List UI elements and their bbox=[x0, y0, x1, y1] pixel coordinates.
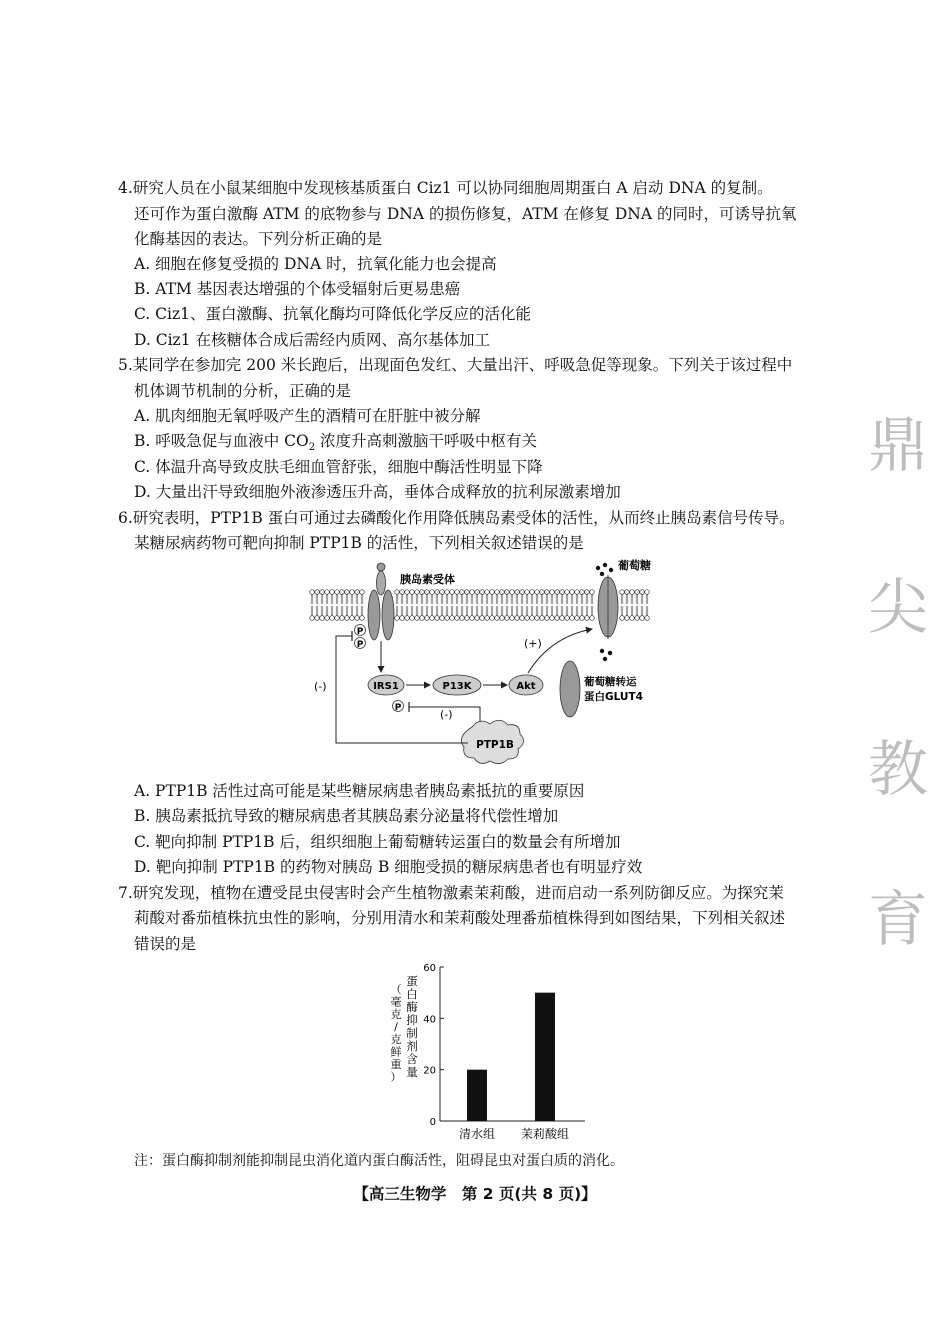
y-unit-char-1: 毫 bbox=[390, 995, 402, 1009]
chart-bars bbox=[467, 993, 555, 1121]
q7-note: 注：蛋白酶抑制剂能抑制昆虫消化道内蛋白酶活性，阻碍昆虫对蛋白质的消化。 bbox=[134, 1153, 624, 1169]
bar-1 bbox=[535, 993, 555, 1121]
glucose-molecules-outside bbox=[596, 563, 613, 576]
y-title-char-0: 蛋 bbox=[406, 974, 418, 988]
q5-stem-line1: 5.某同学在参加完 200 米长跑后，出现面色发红、大量出汗、呼吸急促等现象。下列关于该过程中 bbox=[118, 356, 793, 374]
q5-option-b: B. 呼吸急促与血液中 $CO_2$ 浓度升高刺激脑干呼吸中枢有关 bbox=[134, 432, 538, 454]
q4-stem-line1: 4.研究人员在小鼠某细胞中发现核基质蛋白 Ciz1 可以协同细胞周期蛋白 A 启动 DNA 的复制。 bbox=[118, 179, 773, 197]
y-unit-char-5: 鲜 bbox=[390, 1045, 402, 1059]
q6-option-c: C. 靶向抑制 PTP1B 后，组织细胞上葡萄糖转运蛋白的数量会有所增加 bbox=[134, 833, 621, 851]
q6-option-a: A. PTP1B 活性过高可能是某些糖尿病患者胰岛素抵抗的重要原因 bbox=[134, 782, 585, 800]
y-title-char-4: 制 bbox=[406, 1026, 418, 1040]
q7-stem-line3: 错误的是 bbox=[134, 935, 197, 953]
svg-text:Akt: Akt bbox=[516, 681, 536, 692]
activation-label: (+) bbox=[524, 637, 542, 650]
glucose-label: 葡萄糖 bbox=[618, 559, 651, 572]
svg-text:P: P bbox=[356, 627, 364, 637]
svg-text:P: P bbox=[356, 640, 364, 650]
phospho-p-lower bbox=[355, 638, 366, 651]
y-title-char-1: 白 bbox=[406, 987, 418, 1001]
category-label-1: 茉莉酸组 bbox=[520, 1127, 570, 1141]
q4-stem-line2: 还可作为蛋白激酶 ATM 的底物参与 DNA 的损伤修复，ATM 在修复 DNA 的同时，可诱导抗氧 bbox=[134, 205, 797, 223]
y-unit-char-7: ） bbox=[390, 1070, 402, 1084]
glut4-label-1: 葡萄糖转运 bbox=[584, 676, 637, 688]
glut4-vesicle bbox=[560, 661, 580, 717]
irs1-node bbox=[368, 675, 404, 695]
watermark-char-1: 鼎 bbox=[868, 411, 928, 481]
insulin-receptor bbox=[368, 563, 394, 640]
p13k-node bbox=[433, 675, 481, 695]
q7-stem-line2: 莉酸对番茄植株抗虫性的影响，分别用清水和茉莉酸处理番茄植株得到如图结果，下列相关叙述 bbox=[134, 909, 786, 927]
chart-y-ticks bbox=[423, 963, 444, 1128]
inhibition-label-lower: (-) bbox=[440, 708, 453, 721]
glut4-label-2: 蛋白GLUT4 bbox=[584, 691, 643, 703]
insulin-signaling-diagram bbox=[300, 555, 660, 770]
glut4-membrane bbox=[598, 575, 618, 639]
phospho-p-irs1 bbox=[393, 701, 404, 714]
q4-option-a: A. 细胞在修复受损的 DNA 时，抗氧化能力也会提高 bbox=[134, 255, 497, 273]
y-title-char-3: 抑 bbox=[406, 1013, 418, 1027]
q4-stem-line3: 化酶基因的表达。下列分析正确的是 bbox=[134, 230, 383, 248]
y-tick-label-2: 40 bbox=[423, 1014, 436, 1026]
q6-stem-line1: 6.研究表明，PTP1B 蛋白可通过去磷酸化作用降低胰岛素受体的活性，从而终止胰岛素信号传导。 bbox=[118, 509, 795, 527]
y-unit-char-6: 重 bbox=[390, 1058, 402, 1071]
y-title-char-5: 剂 bbox=[406, 1039, 418, 1053]
y-tick-label-1: 20 bbox=[423, 1065, 436, 1077]
q4-option-d: D. Ciz1 在核糖体合成后需经内质网、高尔基体加工 bbox=[134, 331, 491, 349]
y-unit-char-4: 克 bbox=[390, 1033, 402, 1046]
q6-option-b: B. 胰岛素抵抗导致的糖尿病患者其胰岛素分泌量将代偿性增加 bbox=[134, 807, 559, 825]
y-title-char-2: 酶 bbox=[406, 1000, 418, 1014]
q5-option-c: C. 体温升高导致皮肤毛细血管舒张，细胞中酶活性明显下降 bbox=[134, 458, 543, 476]
chart-y-axis-unit bbox=[391, 983, 402, 1084]
protease-inhibitor-bar-chart bbox=[370, 955, 600, 1145]
svg-text:P: P bbox=[394, 703, 402, 713]
y-tick-label-3: 60 bbox=[423, 963, 436, 974]
q4-option-c: C. Ciz1、蛋白激酶、抗氧化酶均可降低化学反应的活化能 bbox=[134, 305, 532, 323]
receptor-label: 胰岛素受体 bbox=[400, 573, 455, 586]
y-title-char-6: 含 bbox=[406, 1052, 418, 1066]
q7-stem-line1: 7.研究发现，植物在遭受昆虫侵害时会产生植物激素茉莉酸，进而启动一系列防御反应。为探究茉 bbox=[118, 884, 784, 902]
q4-option-b: B. ATM 基因表达增强的个体受辐射后更易患癌 bbox=[134, 280, 461, 298]
y-title-char-7: 量 bbox=[406, 1065, 418, 1079]
chart-category-labels bbox=[459, 1126, 569, 1141]
y-unit-char-3: / bbox=[394, 1020, 398, 1034]
svg-text:P13K: P13K bbox=[442, 681, 472, 692]
phospho-p-upper bbox=[355, 625, 366, 638]
inhibition-label-upper: (-) bbox=[314, 680, 327, 693]
watermark-char-2: 尖 bbox=[868, 573, 928, 643]
q6-stem-line2: 某糖尿病药物可靶向抑制 PTP1B 的活性，下列相关叙述错误的是 bbox=[134, 534, 584, 552]
page-footer: 【高三生物学 第 2 页(共 8 页)】 bbox=[353, 1185, 597, 1203]
ptp1b-node bbox=[461, 720, 523, 763]
svg-text:PTP1B: PTP1B bbox=[476, 739, 514, 751]
glucose-molecules-inside bbox=[600, 649, 612, 661]
q5-stem-line2: 机体调节机制的分析，正确的是 bbox=[134, 382, 352, 400]
bar-0 bbox=[467, 1070, 487, 1121]
q6-option-d: D. 靶向抑制 PTP1B 的药物对胰岛 B 细胞受损的糖尿病患者也有明显疗效 bbox=[134, 858, 643, 876]
category-label-0: 清水组 bbox=[458, 1127, 496, 1141]
svg-text:IRS1: IRS1 bbox=[373, 681, 399, 692]
y-unit-char-0: （ bbox=[390, 983, 402, 996]
y-tick-label-0: 0 bbox=[429, 1117, 436, 1128]
q5-option-a: A. 肌肉细胞无氧呼吸产生的酒精可在肝脏中被分解 bbox=[134, 407, 481, 425]
watermark-char-3: 教 bbox=[868, 735, 928, 805]
akt-node bbox=[509, 675, 543, 695]
q5-option-d: D. 大量出汗导致细胞外液渗透压升高，垂体合成释放的抗利尿激素增加 bbox=[134, 483, 621, 501]
y-unit-char-2: 克 bbox=[390, 1008, 402, 1021]
watermark-char-4: 育 bbox=[868, 885, 928, 955]
chart-y-axis-title bbox=[406, 974, 418, 1079]
